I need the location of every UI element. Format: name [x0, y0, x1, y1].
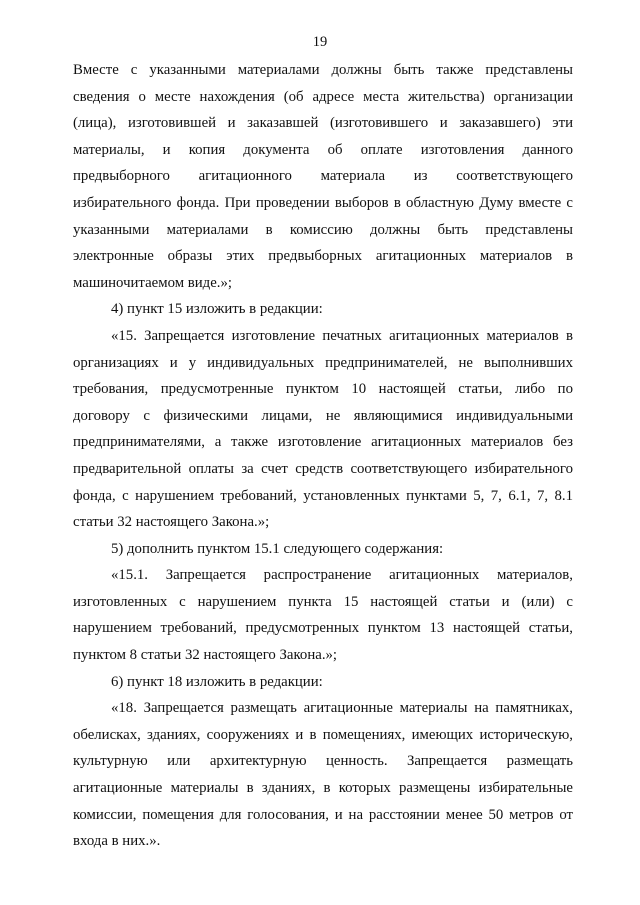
text-line: агитационные материалы в зданиях, в которых размещены избирательные — [73, 780, 573, 797]
text-line: электронные образы этих предвыборных агитационных материалов в — [73, 248, 573, 265]
paragraph-clause-15 — [73, 323, 573, 536]
text-line: статьи 32 настоящего Закона.»; — [73, 514, 270, 531]
text-line: изготовленных с нарушением пункта 15 настоящей статьи и (или) с — [73, 593, 573, 610]
text-line: культурную или архитектурную ценность. Запрещается размещать — [73, 753, 573, 770]
text-line: «18. Запрещается размещать агитационные материалы на памятниках, — [111, 700, 573, 717]
text-line: требования, предусмотренные пунктом 10 настоящей статьи, либо по — [73, 381, 573, 398]
text-line: 6) пункт 18 изложить в редакции: — [111, 673, 323, 690]
paragraph-item-5 — [73, 536, 573, 563]
text-line: (лица), изготовившей и заказавшей (изготовившего и заказавшего) эти — [73, 115, 573, 132]
text-line: договору с физическими лицами, не являющимися индивидуальными — [73, 407, 573, 424]
paragraph-continuation — [73, 57, 573, 296]
paragraph-item-6 — [73, 669, 573, 696]
text-line: указанными материалами в комиссию должны быть представлены — [73, 221, 573, 238]
text-line: предвыборного агитационного материала из соответствующего — [73, 168, 573, 185]
document-body — [73, 57, 573, 855]
page-number: 19 — [312, 34, 328, 50]
text-line: организациях и у индивидуальных предпринимателей, не выполнивших — [73, 354, 573, 371]
text-line: предварительной оплаты за счет средств соответствующего избирательного — [73, 460, 573, 477]
paragraph-item-4 — [73, 296, 573, 323]
text-line: материалы, и копия документа об оплате изготовления данного — [73, 141, 573, 158]
text-line: избирательного фонда. При проведении выборов в областную Думу вместе с — [73, 194, 573, 211]
text-line: комиссии, помещения для голосования, и на расстоянии менее 50 метров от — [73, 806, 573, 823]
text-line: 5) дополнить пунктом 15.1 следующего содержания: — [111, 540, 444, 557]
paragraph-clause-18 — [73, 695, 573, 855]
text-line: «15. Запрещается изготовление печатных агитационных материалов в — [111, 327, 573, 344]
paragraph-clause-15-1 — [73, 562, 573, 668]
text-line: нарушением требований, предусмотренных пунктом 13 настоящей статьи, — [73, 620, 573, 637]
text-line: «15.1. Запрещается распространение агитационных материалов, — [111, 567, 573, 584]
text-line: сведения о месте нахождения (об адресе места жительства) организации — [73, 88, 573, 105]
text-line: предпринимателями, а также изготовление агитационных материалов без — [73, 434, 573, 451]
text-line: машиночитаемом виде.»; — [73, 274, 232, 291]
text-line: Вместе с указанными материалами должны быть также представлены — [73, 62, 573, 78]
text-line: обелисках, зданиях, сооружениях и в помещениях, имеющих историческую, — [73, 726, 573, 743]
text-line: фонда, с нарушением требований, установленных пунктами 5, 7, 6.1, 7, 8.1 — [73, 487, 573, 504]
text-line: входа в них.». — [73, 833, 161, 850]
text-line: 4) пункт 15 изложить в редакции: — [111, 301, 323, 318]
text-line: пунктом 8 статьи 32 настоящего Закона.»; — [73, 647, 338, 664]
